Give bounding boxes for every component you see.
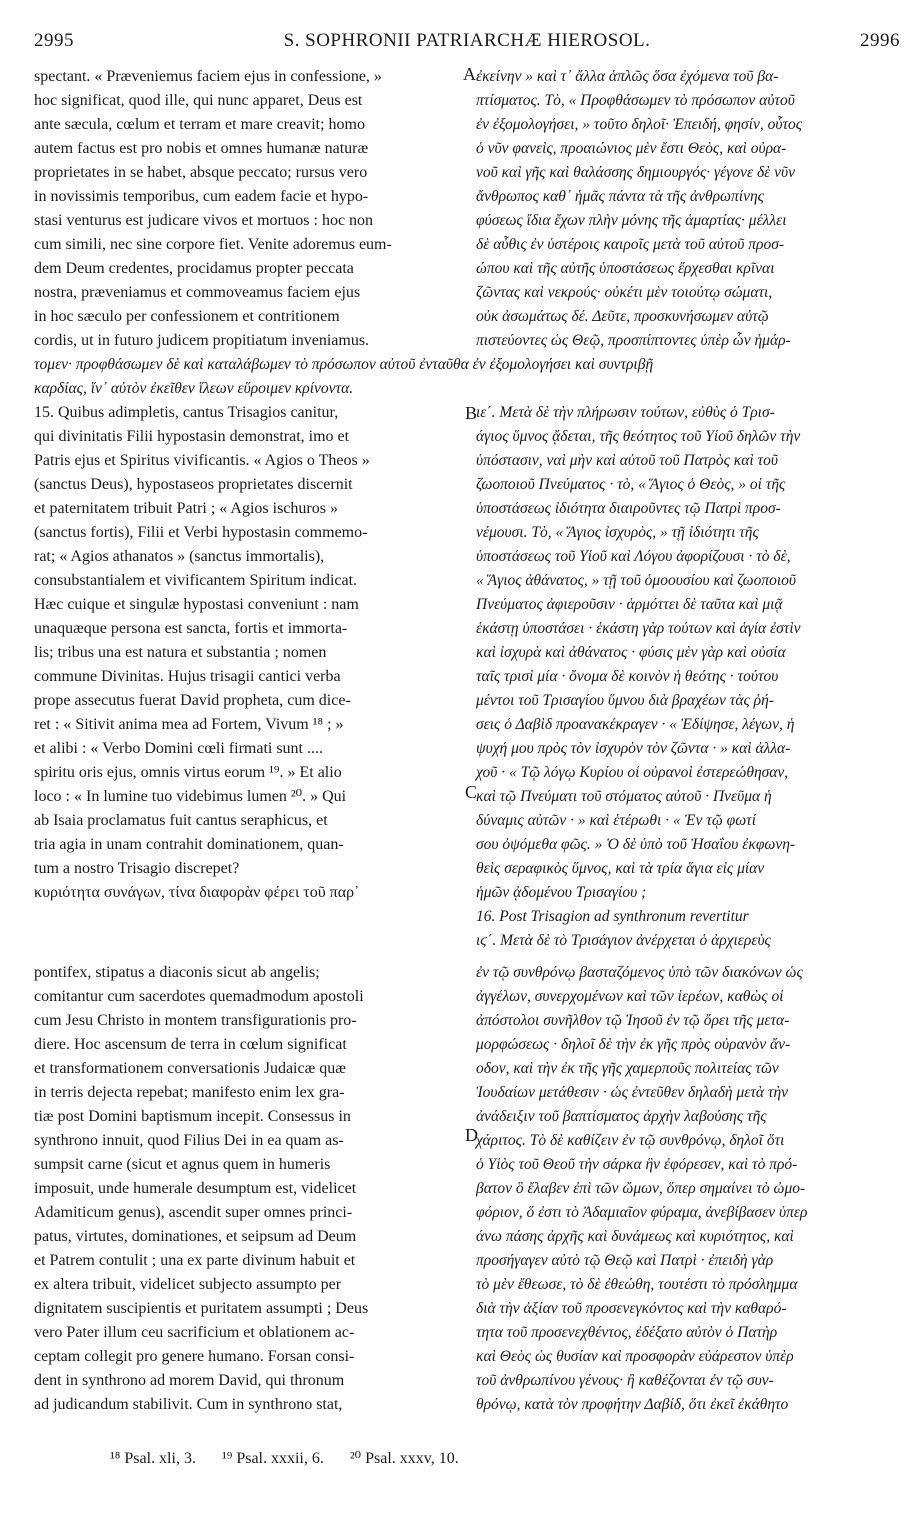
- latin-line: commune Divinitas. Hujus trisagii cantici verba: [34, 668, 341, 685]
- latin-line: proprietates in se habet, absque peccato; rursus vero: [34, 164, 368, 181]
- latin-line: spiritu oris ejus, omnis virtus eorum ¹⁹. » Et alio: [34, 764, 342, 781]
- latin-line: nostra, præveniamus et commoveamus faciem ejus: [34, 284, 361, 301]
- greek-line: νέμουσι. Τὸ, « Ἅγιος ἰσχυρὸς, » τῇ ἰδιότητι τῆς: [476, 524, 759, 541]
- latin-line: tria agia in unam contrahit dominationem, quan-: [34, 836, 344, 853]
- latin-line: (sanctus Deus), hypostaseos proprietates discernit: [34, 476, 353, 493]
- latin-line: consubstantialem et vivificantem Spiritum indicat.: [34, 572, 358, 589]
- margin-letter-d: D: [465, 1125, 478, 1145]
- greek-line: νοῦ καὶ γῆς καὶ θαλάσσης δημιουργός· γέγονε δὲ νῦν: [476, 164, 796, 181]
- greek-line: τητα τοῦ προσενεχθέντος, ἐδέξατο αὐτὸν ὁ Πατὴρ: [476, 1324, 778, 1341]
- latin-line: 15. Quibus adimpletis, cantus Trisagios canitur,: [34, 404, 339, 421]
- latin-line: ad judicandum stabilivit. Cum in synthrono stat,: [34, 1396, 343, 1413]
- greek-line: ζῶντας καὶ νεκρούς· οὐκέτι μὲν τοιούτῳ σώματι,: [476, 284, 773, 301]
- greek-line: θρόνῳ, κατὰ τὸν προφήτην Δαβίδ, ὅτι ἐκεῖ ἐκάθητο: [476, 1396, 789, 1413]
- greek-line: ὑποστάσεως ἰδιότητα διαιροῦντες τῷ Πατρὶ προσ-: [476, 500, 781, 517]
- latin-line: Patris ejus et Spiritus vivificantis. « Agios o Theos »: [34, 452, 370, 469]
- greek-line: ἀγγέλων, συνερχομένων καὶ τῶν ἱερέων, καθὼς οἱ: [476, 988, 784, 1005]
- latin-line: tiæ post Domini baptismum incepit. Consessus in: [34, 1108, 351, 1125]
- greek-wide-line: τομεν· προφθάσωμεν δὲ καὶ καταλάβωμεν τὸ πρόσωπον αὐτοῦ ἐνταῦθα ἐν ἐξομολογήσει καὶ συντριβῇ: [34, 356, 654, 373]
- greek-line: δύναμις αὐτῶν · » καὶ ἑτέρωθι · « Ἐν τῷ φωτί: [476, 812, 757, 829]
- latin-line: ante sæcula, cœlum et terram et mare creavit; homo: [34, 116, 365, 133]
- greek-line: δὲ αὖθις ἐν ὑστέροις καιροῖς μετὰ τοῦ αὐτοῦ προσ-: [476, 236, 785, 253]
- latin-line: κυριότητα συνάγων, τίνα διαφορὰν φέρει τοῦ παρ᾽: [34, 884, 360, 901]
- latin-line: ab Isaia proclamatus fuit cantus seraphicus, et: [34, 812, 328, 829]
- greek-line: σεις ὁ Δαβὶδ προανακέκραγεν · « Ἐδίψησε, λέγων, ἡ: [476, 716, 795, 733]
- footnote: ²⁰ Psal. xxxv, 10.: [349, 1450, 459, 1467]
- latin-line: diere. Hoc ascensum de terra in cœlum significat: [34, 1036, 347, 1053]
- latin-line: cum simili, nec sine corpore fiet. Venite adoremus eum-: [34, 236, 392, 253]
- greek-line: οὐκ ἀσωμάτως δέ. Δεῦτε, προσκυνήσωμεν αὐτῷ: [476, 308, 769, 325]
- latin-line: qui divinitatis Filii hypostasin demonstrat, imo et: [34, 428, 350, 445]
- greek-line: ταῖς τρισὶ μία · ὄνομα δὲ κοινὸν ἡ θεότης · τούτου: [476, 668, 779, 685]
- right-column-number: 2996: [860, 30, 900, 51]
- greek-line: ζωοποιοῦ Πνεύματος · τὸ, « Ἅγιος ὁ Θεὸς, » οἱ τῆς: [476, 476, 786, 493]
- greek-line: χοῦ · « Τῷ λόγῳ Κυρίου οἱ οὐρανοὶ ἐστερεώθησαν,: [476, 764, 789, 781]
- latin-line: tum a nostro Trisagio discrepet?: [34, 860, 240, 877]
- greek-line: ἐν τῷ συνθρόνῳ βασταζόμενος ὑπὸ τῶν διακόνων ὡς: [476, 964, 803, 981]
- greek-wide-line: καρδίας, ἵν᾽ αὐτὸν ἐκεῖθεν ἵλεων εὕροιμεν κρίνοντα.: [34, 380, 354, 397]
- greek-line: σου ὀψόμεθα φῶς. » Ὁ δὲ ὑπὸ τοῦ Ἠσαΐου ἐκφωνη-: [476, 836, 796, 853]
- latin-line: ex altera tribuit, videlicet subjecto assumpto per: [34, 1276, 342, 1293]
- latin-line: vero Pater illum ceu sacrificium et oblationem ac-: [34, 1324, 355, 1341]
- greek-line: ψυχή μου πρὸς τὸν ἰσχυρὸν τὸν ζῶντα · » καὶ ἀλλα-: [476, 740, 791, 757]
- greek-line: Ἰουδαίων μετάθεσιν · ὡς ἐντεῦθεν δηλαδὴ μετὰ τὴν: [476, 1084, 789, 1101]
- latin-line: et paternitatem tribuit Patri ; « Agios ischuros »: [34, 500, 338, 517]
- greek-line: πιστεύοντες ὡς Θεῷ, προσπίπτοντες ὑπὲρ ὧν ἡμάρ-: [476, 332, 791, 349]
- latin-line: autem factus est pro nobis et omnes humanæ naturæ: [34, 140, 369, 157]
- latin-line: hoc significat, quod ille, qui nunc apparet, Deus est: [34, 92, 363, 109]
- latin-line: et transformationem conversationis Judaicæ quæ: [34, 1060, 346, 1077]
- latin-line: stasi venturus est judicare vivos et mortuos : hoc non: [34, 212, 374, 229]
- footnote: ¹⁹ Psal. xxxii, 6.: [221, 1450, 324, 1467]
- greek-line: ὑποστάσεως τοῦ Υἱοῦ καὶ Λόγου ἀφορίζουσι · τὸ δὲ,: [476, 548, 791, 565]
- latin-line: ret : « Sitivit anima mea ad Fortem, Vivum ¹⁸ ; »: [34, 716, 344, 733]
- running-title: S. SOPHRONII PATRIARCHÆ HIEROSOL.: [283, 30, 651, 51]
- latin-line: rat; « Agios athanatos » (sanctus immortalis),: [34, 548, 325, 565]
- greek-line: φόριον, ὅ ἐστι τὸ Ἀδαμιαῖον φύραμα, ἀνεβίβασεν ὑπερ: [476, 1204, 808, 1221]
- latin-line: cordis, ut in futuro judicem propitiatum inveniamus.: [34, 332, 370, 349]
- latin-line: in novissimis temporibus, cum eadem facie et hypo-: [34, 188, 369, 205]
- latin-line: cum Jesu Christo in montem transfigurationis pro-: [34, 1012, 357, 1029]
- greek-line: βατον ὃ ἔλαβεν ἐπὶ τῶν ὤμων, ὅπερ σημαίνει τὸ ὠμο-: [476, 1180, 806, 1197]
- greek-line: τὸ μὲν ἔθεωσε, τὸ δὲ ἐθεώθη, τουτέστι τὸ πρόσλημμα: [476, 1276, 798, 1293]
- greek-line: ἄνθρωπος καθ᾽ ἡμᾶς πάντα τὰ τῆς ἀνθρωπίνης: [476, 188, 764, 205]
- latin-line: spectant. « Præveniemus faciem ejus in confessione, »: [34, 68, 382, 85]
- greek-line: 16. Post Trisagion ad synthronum revertitur: [476, 908, 749, 925]
- running-header: [34, 30, 900, 56]
- footnotes: [110, 1448, 481, 1468]
- greek-line: ἐν ἐξομολογήσει, » τοῦτο δηλοῖ· Ἐπειδή, φησίν, οὗτος: [476, 116, 803, 133]
- greek-line: πτίσματος. Τὸ, « Προφθάσωμεν τὸ πρόσωπον αὐτοῦ: [476, 92, 795, 109]
- latin-line: loco : « In lumine tuo videbimus lumen ²⁰. » Qui: [34, 788, 347, 805]
- margin-letter-c: C: [465, 782, 478, 802]
- greek-line: καὶ τῷ Πνεύματι τοῦ στόματος αὐτοῦ · Πνεῦμα ἡ: [476, 788, 772, 805]
- latin-line: lis; tribus una est natura et substantia ; nomen: [34, 644, 327, 661]
- margin-letter-a: A: [463, 64, 476, 84]
- greek-line: οδον, καὶ τὴν ἐκ τῆς γῆς χαμερποῦς πολιτείας τῶν: [476, 1060, 779, 1077]
- greek-line: μορφώσεως · δηλοῖ δὲ τὴν ἐκ γῆς πρὸς οὐρανὸν ἄν-: [476, 1036, 791, 1053]
- greek-line: διὰ τὴν ἀξίαν τοῦ προσενεγκόντος καὶ τὴν καθαρό-: [476, 1300, 787, 1317]
- latin-line: et Patrem contulit ; una ex parte divinum habuit et: [34, 1252, 356, 1269]
- latin-line: imposuit, unde humerale desumptum est, videlicet: [34, 1180, 357, 1197]
- latin-line: prope assecutus fuerat David propheta, cum dice-: [34, 692, 351, 709]
- greek-line: ἑκάστῃ ὑποστάσει · ἑκάστη γὰρ τούτων καὶ ἁγία ἐστὶν: [476, 620, 801, 637]
- greek-line: ὁ Υἱὸς τοῦ Θεοῦ τὴν σάρκα ἣν ἐφόρεσεν, καὶ τὸ πρό-: [476, 1156, 798, 1173]
- greek-line: τοῦ ἀνθρωπίνου γένους· ἢ καθέζονται ἐν τῷ συν-: [476, 1372, 774, 1389]
- greek-line: Πνεύματος ἀφιεροῦσιν · ἁρμόττει δὲ ταῦτα καὶ μιᾷ: [476, 596, 783, 613]
- greek-line: ἐκείνην » καὶ τ᾽ ἄλλα ἁπλῶς ὅσα ἐχόμενα τοῦ βα-: [476, 68, 779, 85]
- latin-line: dent in synthrono ad morem David, qui thronum: [34, 1372, 345, 1389]
- greek-line: καὶ Θεὸς ὡς θυσίαν καὶ προσφορὰν εὐάρεστον ὑπὲρ: [476, 1348, 794, 1365]
- greek-line: ἡμῶν ᾀδομένου Τρισαγίου ;: [476, 884, 647, 901]
- greek-line: ἀπόστολοι συνῆλθον τῷ Ἰησοῦ ἐν τῷ ὄρει τῆς μετα-: [476, 1012, 790, 1029]
- latin-line: in hoc sæculo per confessionem et contritionem: [34, 308, 340, 325]
- margin-letter-b: B: [465, 403, 478, 423]
- latin-line: in terris dejecta repebat; manifesto enim lex gra-: [34, 1084, 345, 1101]
- latin-line: et alibi : « Verbo Domini cœli firmati sunt ....: [34, 740, 323, 757]
- latin-line: synthrono innuit, quod Filius Dei in ea quam as-: [34, 1132, 344, 1149]
- greek-line: άνω πάσης ἀρχῆς καὶ δυνάμεως καὶ κυριότητος, καὶ: [476, 1228, 794, 1245]
- latin-line: dem Deum credentes, procidamus propter peccata: [34, 260, 354, 277]
- greek-line: ὁ νῦν φανεὶς, προαιώνιος μὲν ἔστι Θεὸς, καὶ οὐρα-: [476, 140, 787, 157]
- greek-line: « Ἅγιος ἀθάνατος, » τῇ τοῦ ὁμοουσίου καὶ ζωοποιοῦ: [476, 572, 797, 589]
- latin-line: pontifex, stipatus a diaconis sicut ab angelis;: [34, 964, 320, 981]
- greek-line: καὶ ἰσχυρὰ καὶ ἀθάνατος · φύσις μὲν γὰρ καὶ οὐσία: [476, 644, 786, 661]
- latin-line: (sanctus fortis), Filii et Verbi hypostasin commemo-: [34, 524, 368, 541]
- footnote: ¹⁸ Psal. xli, 3.: [110, 1450, 196, 1467]
- greek-line: άγιος ὕμνος ᾄδεται, τῆς θεότητος τοῦ Υἱοῦ δηλῶν τὴν: [476, 428, 801, 445]
- latin-line: sumpsit carne (sicut et agnus quem in humeris: [34, 1156, 331, 1173]
- latin-line: ceptam collegit pro genere humano. Forsan consi-: [34, 1348, 355, 1365]
- latin-line: Hæc cuique et singulæ hypostasi conveniunt : nam: [34, 596, 359, 613]
- greek-line: μέντοι τοῦ Τρισαγίου ὕμνου διὰ βραχέων τὰς ῥή-: [476, 692, 774, 709]
- greek-line: θεὶς σεραφικὸς ὕμνος, καὶ τὰ τρία ἅγια εἰς μίαν: [476, 860, 765, 877]
- greek-line: ιϛ΄. Μετὰ δὲ τὸ Τρισάγιον ἀνέρχεται ὁ ἀρχιερεὺς: [476, 932, 771, 949]
- greek-line: ώπου καὶ τῆς αὐτῆς ὑποστάσεως ἔρχεσθαι κρῖναι: [476, 260, 775, 277]
- latin-line: dignitatem suscipientis et puritatem assumpti ; Deus: [34, 1300, 369, 1317]
- greek-line: ὑπόστασιν, ναὶ μὴν καὶ αὐτοῦ τοῦ Πατρὸς καὶ τοῦ: [476, 452, 778, 469]
- greek-line: προσήγαγεν αὐτὸ τῷ Θεῷ καὶ Πατρὶ · ἐπειδὴ γὰρ: [476, 1252, 774, 1269]
- latin-line: unaquæque persona est sancta, fortis et immorta-: [34, 620, 348, 637]
- latin-line: patus, virtutes, dominationes, et seipsum ad Deum: [34, 1228, 357, 1245]
- greek-line: ιε΄. Μετὰ δὲ τὴν πλήρωσιν τούτων, εὐθὺς ὁ Τρισ-: [476, 404, 775, 421]
- latin-line: comitantur cum sacerdotes quemadmodum apostoli: [34, 988, 364, 1005]
- greek-line: χάριτος. Τὸ δὲ καθίζειν ἐν τῷ συνθρόνῳ, δηλοῖ ὅτι: [476, 1132, 785, 1149]
- left-column-number: 2995: [34, 30, 74, 51]
- greek-line: ἀνάδειξιν τοῦ βαπτίσματος ἀρχὴν λαβούσης τῆς: [476, 1108, 767, 1125]
- greek-line: φύσεως ἴδια ἔχων πλὴν μόνης τῆς ἁμαρτίας· μέλλει: [476, 212, 787, 229]
- latin-line: Adamiticum genus), ascendit super omnes princi-: [34, 1204, 353, 1221]
